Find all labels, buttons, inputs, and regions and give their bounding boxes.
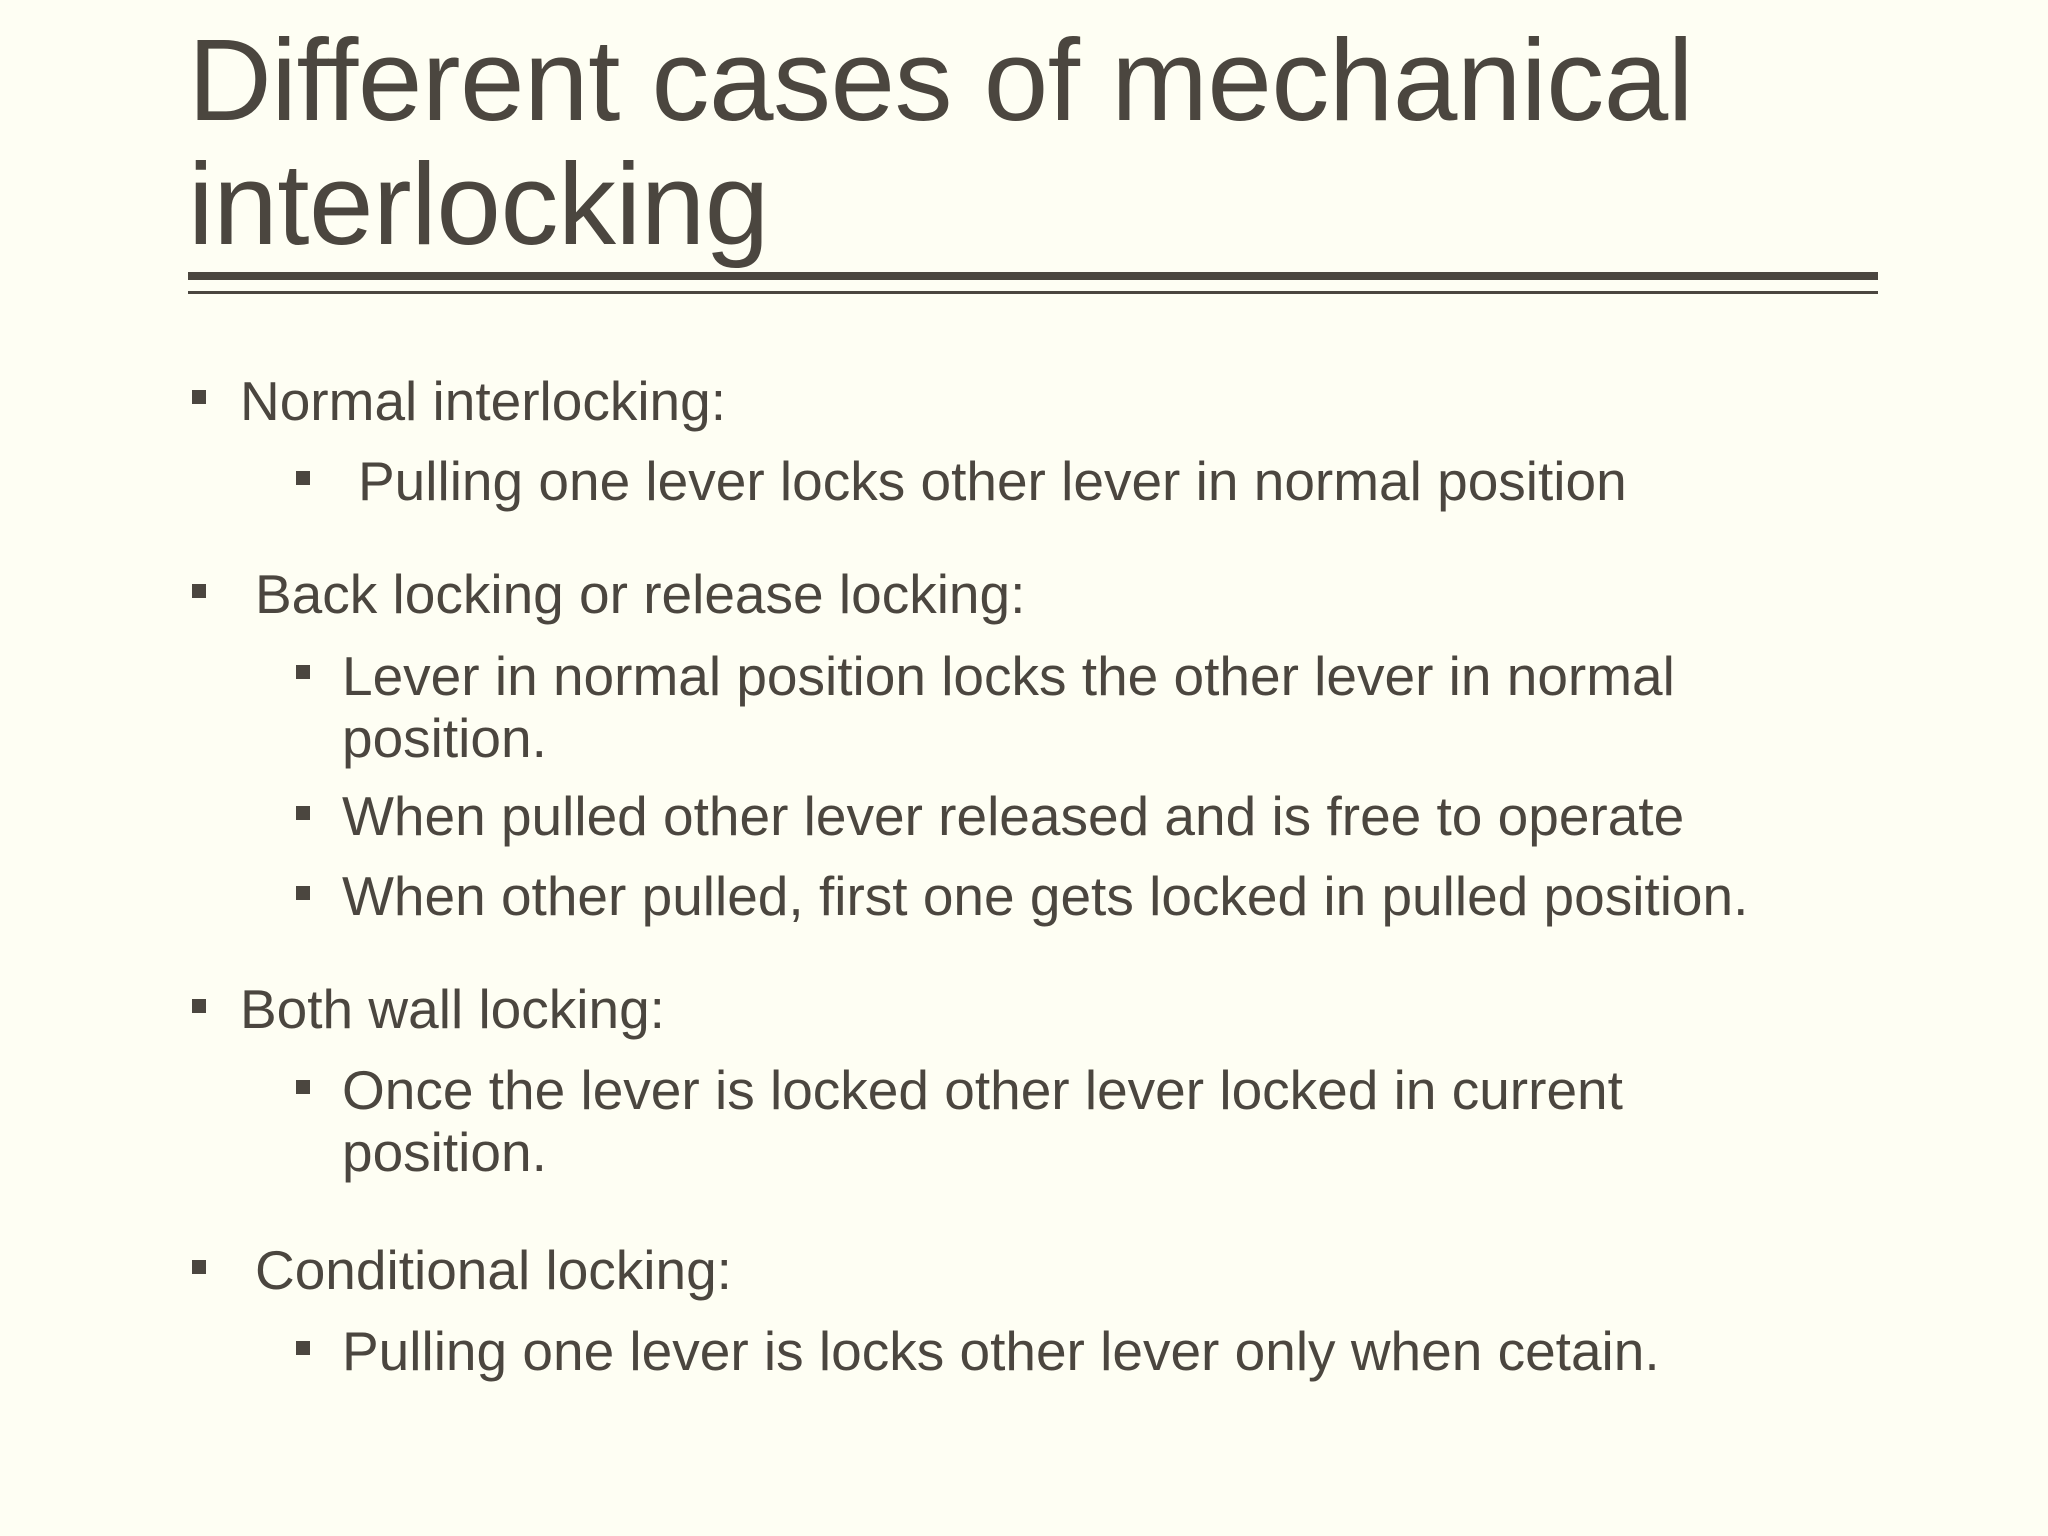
square-bullet-icon: [192, 584, 206, 598]
square-bullet-icon: [296, 1341, 310, 1355]
section-heading-back-locking: Back locking or release locking:: [255, 563, 1026, 625]
square-bullet-icon: [192, 1260, 206, 1274]
slide-title: Different cases of mechanical interlocking: [188, 15, 1693, 269]
sub-bullet: When other pulled, first one gets locked in pulled position.: [342, 865, 1749, 927]
square-bullet-icon: [296, 806, 310, 820]
sub-bullet: When pulled other lever released and is free to operate: [342, 785, 1685, 847]
sub-bullet: Pulling one lever is locks other lever only when cetain.: [342, 1320, 1660, 1382]
square-bullet-icon: [296, 1080, 310, 1094]
section-heading-conditional-locking: Conditional locking:: [255, 1239, 732, 1301]
sub-bullet: Pulling one lever locks other lever in normal position: [358, 450, 1627, 512]
square-bullet-icon: [296, 886, 310, 900]
square-bullet-icon: [192, 390, 206, 404]
sub-bullet: Once the lever is locked other lever locked in current: [342, 1059, 1623, 1121]
section-heading-normal-interlocking: Normal interlocking:: [240, 370, 727, 432]
section-heading-both-wall-locking: Both wall locking:: [240, 978, 665, 1040]
sub-bullet: Lever in normal position locks the other lever in normal: [342, 645, 1675, 707]
square-bullet-icon: [296, 471, 310, 485]
square-bullet-icon: [192, 999, 206, 1013]
sub-bullet-continuation: position.: [342, 1121, 547, 1183]
square-bullet-icon: [296, 665, 310, 679]
sub-bullet-continuation: position.: [342, 707, 547, 769]
